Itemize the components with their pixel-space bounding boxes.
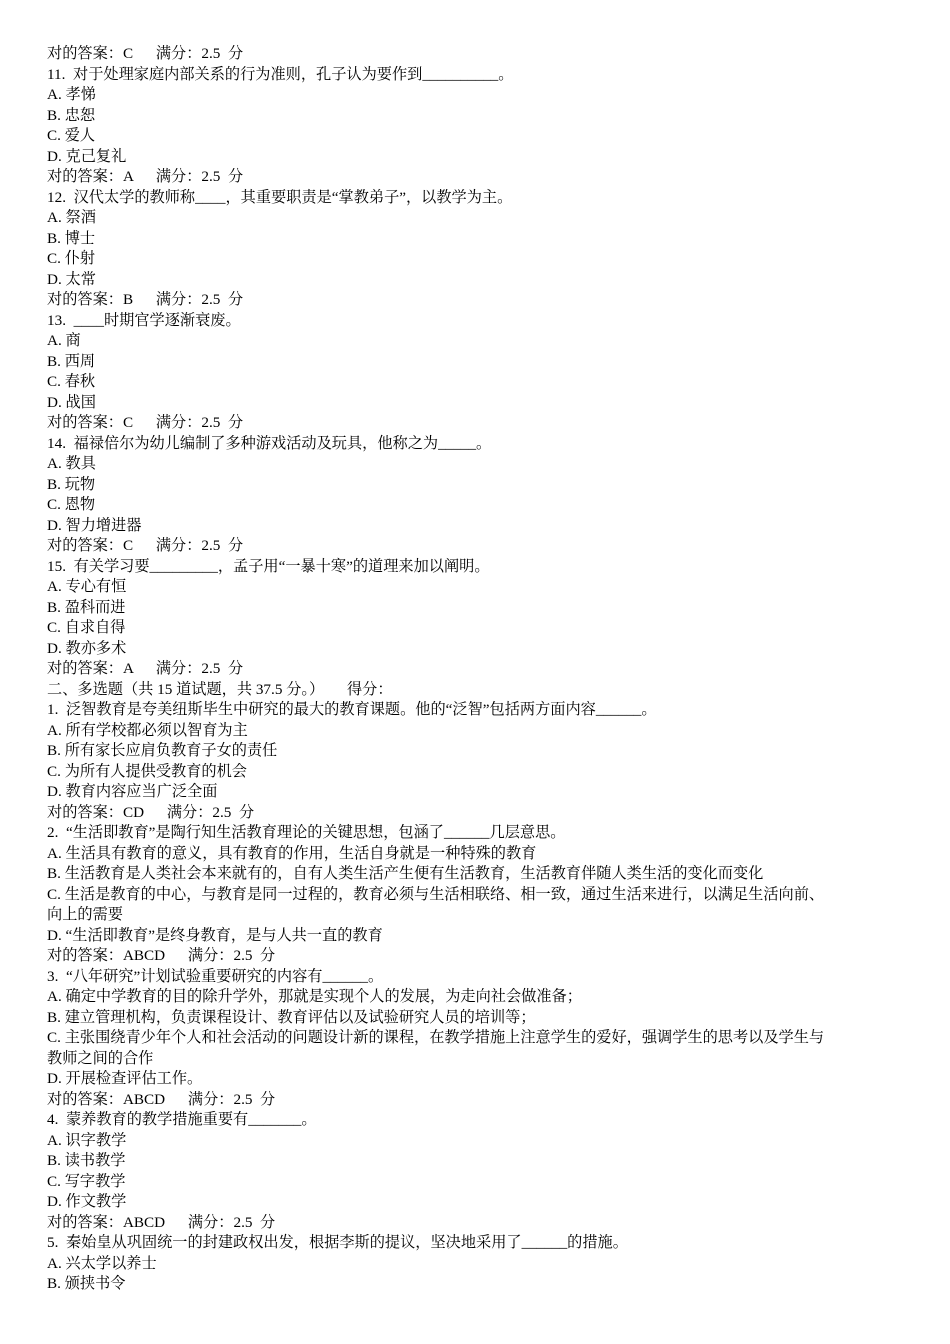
text-line: 教师之间的合作 — [47, 1049, 154, 1067]
text-line: 向上的需要 — [47, 906, 123, 923]
text-line: D. “生活即教育”是终身教育，是与人共一直的教育 — [47, 926, 383, 944]
text-line: A. 教具 — [47, 455, 96, 472]
text-line: 13. ____时期官学逐渐衰废。 — [47, 311, 241, 329]
text-line: 对的答案：ABCD 满分：2.5 分 — [47, 1213, 276, 1231]
text-line: A. 识字教学 — [47, 1131, 127, 1149]
text-line: 对的答案：A 满分：2.5 分 — [47, 168, 244, 185]
text-line: 14. 福禄倍尔为幼儿编制了多种游戏活动及玩具，他称之为_____。 — [47, 434, 492, 452]
text-line: C. 自求自得 — [47, 619, 126, 636]
text-line: A. 专心有恒 — [47, 578, 127, 595]
text-line: 对的答案：C 满分：2.5 分 — [47, 45, 244, 62]
text-line: B. 颁挟书令 — [47, 1275, 126, 1292]
text-line: 对的答案：ABCD 满分：2.5 分 — [47, 947, 276, 964]
text-line: 5. 秦始皇从巩固统一的封建政权出发，根据李斯的提议，坚决地采用了______的措施。 — [47, 1234, 628, 1251]
text-line: 4. 蒙养教育的教学措施重要有_______。 — [47, 1111, 317, 1128]
text-line: 1. 泛智教育是夸美纽斯毕生中研究的最大的教育课题。他的“泛智”包括两方面内容______。 — [47, 701, 657, 718]
text-line: B. 盈科而进 — [47, 598, 126, 616]
text-line: 对的答案：C 满分：2.5 分 — [47, 414, 244, 431]
text-line: C. 仆射 — [47, 250, 96, 267]
text-line: 二、多选题（共 15 道试题，共 37.5 分。） 得分： — [47, 680, 393, 698]
text-line: 2. “生活即教育”是陶行知生活教育理论的关键思想，包涵了______几层意思。 — [47, 824, 566, 841]
text-line: 对的答案：ABCD 满分：2.5 分 — [47, 1090, 276, 1108]
text-line: 3. “八年研究”计划试验重要研究的内容有______。 — [47, 967, 384, 985]
text-line: C. 恩物 — [47, 496, 96, 513]
text-line: C. 春秋 — [47, 373, 96, 390]
text-line: D. 开展检查评估工作。 — [47, 1070, 203, 1087]
text-line: A. 孝悌 — [47, 86, 96, 103]
text-line: B. 生活教育是人类社会本来就有的，自有人类生活产生便有生活教育，生活教育伴随人类生活的变化而变化 — [47, 865, 764, 882]
text-line: 11. 对于处理家庭内部关系的行为准则，孔子认为要作到__________。 — [47, 65, 514, 83]
text-line: 对的答案：B 满分：2.5 分 — [47, 291, 244, 308]
text-line: D. 战国 — [47, 393, 96, 411]
text-line: 对的答案：C 满分：2.5 分 — [47, 537, 244, 554]
text-line: 对的答案：CD 满分：2.5 分 — [47, 803, 255, 821]
text-line: A. 生活具有教育的意义，具有教育的作用，生活自身就是一种特殊的教育 — [47, 844, 537, 862]
text-line: 对的答案：A 满分：2.5 分 — [47, 660, 244, 677]
text-line: C. 主张围绕青少年个人和社会活动的问题设计新的课程，在教学措施上注意学生的爱好，强调学生的思考以及学生与 — [47, 1029, 825, 1046]
text-line: C. 爱人 — [47, 127, 96, 144]
text-line: B. 博士 — [47, 229, 96, 247]
text-line: B. 所有家长应肩负教育子女的责任 — [47, 742, 278, 759]
text-line: D. 教育内容应当广泛全面 — [47, 783, 218, 800]
text-line: B. 建立管理机构，负责课程设计、教育评估以及试验研究人员的培训等； — [47, 1008, 536, 1026]
text-line: D. 智力增进器 — [47, 516, 142, 534]
text-line: D. 克己复礼 — [47, 147, 127, 165]
text-line: 12. 汉代太学的教师称____，其重要职责是“掌教弟子”，以教学为主。 — [47, 188, 513, 206]
text-line: C. 写字教学 — [47, 1172, 126, 1190]
text-line: A. 所有学校都必须以智育为主 — [47, 721, 248, 739]
text-line: B. 忠恕 — [47, 106, 96, 124]
text-line: D. 教亦多术 — [47, 639, 127, 657]
text-line: C. 生活是教育的中心，与教育是同一过程的，教育必须与生活相联络、相一致，通过生活来进行，以满足生活向前、 — [47, 885, 825, 903]
text-line: B. 读书教学 — [47, 1152, 126, 1169]
text-line: A. 商 — [47, 332, 81, 349]
text-line: C. 为所有人提供受教育的机会 — [47, 762, 247, 780]
text-line: B. 西周 — [47, 352, 96, 370]
text-line: A. 确定中学教育的目的除升学外，那就是实现个人的发展，为走向社会做准备； — [47, 988, 582, 1005]
text-line: D. 作文教学 — [47, 1193, 127, 1210]
text-line: A. 祭酒 — [47, 209, 96, 226]
text-line: 15. 有关学习要_________，孟子用“一暴十寒”的道理来加以阐明。 — [47, 557, 490, 575]
text-line: D. 太常 — [47, 270, 96, 288]
text-line: A. 兴太学以养士 — [47, 1254, 157, 1272]
text-line: B. 玩物 — [47, 475, 96, 493]
